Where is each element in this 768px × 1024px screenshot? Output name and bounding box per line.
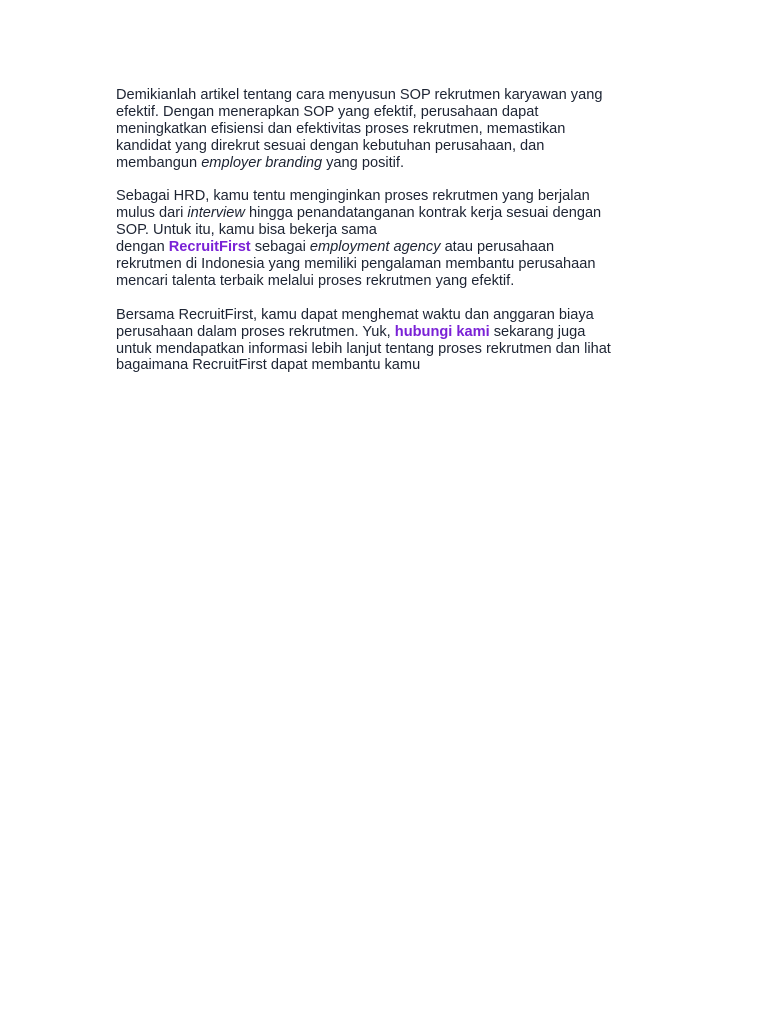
paragraph-conclusion: Demikianlah artikel tentang cara menyusun SOP rekrutmen karyawan yang efektif. Dengan menerapkan SOP yang efektif, perusahaan dapat meningkatkan efisiensi dan efektivitas proses rekrutmen, memastikan kandidat yang direkrut sesuai dengan kebutuhan perusahaan, dan membangun employer branding yang positif. <box>116 87 603 171</box>
contact-us-link[interactable]: hubungi kami <box>394 323 490 340</box>
paragraph-call-to-action: Bersama RecruitFirst, kamu dapat menghemat waktu dan anggaran biaya perusahaan dalam proses rekrutmen. Yuk, hubungi kami sekarang juga untuk mendapatkan informasi lebih lanjut tentang proses rekrutmen dan lihat bagaimana RecruitFirst dapat membantu kamu <box>116 306 611 374</box>
paragraph-hrd: Sebagai HRD, kamu tentu menginginkan proses rekrutmen yang berjalan mulus dari interview hingga penandatanganan kontrak kerja sesuai dengan SOP. Untuk itu, kamu bisa bekerja sama dengan RecruitFirst sebagai employment agency atau perusahaan rekrutmen di Indonesia yang memiliki pengalaman membantu perusahaan mencari talenta terbaik melalui proses rekrutmen yang efektif. <box>116 188 602 289</box>
recruitfirst-link[interactable]: RecruitFirst <box>168 239 251 256</box>
term-employment-agency: employment agency <box>309 239 441 256</box>
article-body <box>116 87 676 391</box>
term-interview: interview <box>187 205 245 222</box>
term-employer-branding: employer branding <box>201 154 323 171</box>
